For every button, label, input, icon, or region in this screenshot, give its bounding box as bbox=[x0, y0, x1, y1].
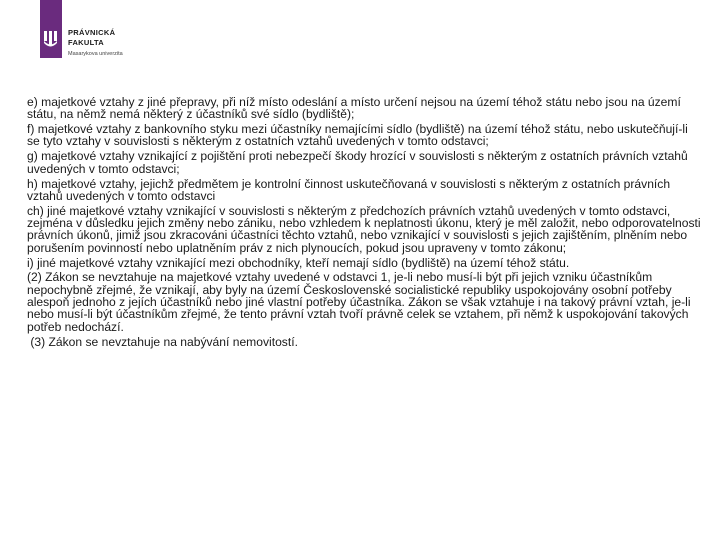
paragraph-i: i) jiné majetkové vztahy vznikající mezi obchodníky, kteří nemají sídlo (bydliště) na území téhož státu. bbox=[27, 255, 570, 270]
paragraph-e: e) majetkové vztahy z jiné přepravy, při níž místo odeslání a místo určení nejsou na území téhož státu nebo jsou na území státu, na němž nemá některý z účastníků své sídlo (bydliště); bbox=[27, 95, 685, 122]
logo-faculty-name-line1: PRÁVNICKÁ bbox=[68, 28, 116, 37]
paragraph-section-2: (2) Zákon se nevztahuje na majetkové vztahy uvedené v odstavci 1, je-li nebo musí-li být při jejich vzniku účastníkům nepochybně zřejmé, že vznikají, aby byly na území Československé socialistické republiky uspokojovány osobní potřeby alespoň jednoho z jejích účastníků nebo jiné vlastní potřeby účastníka. Zákon se však vztahuje i na takový právní vztah, je-li nebo musí-li být účastníkům zřejmé, že tento právní vztah tvoří právně celek se vztahem, při němž k uspokojování takových potřeb nedochází. bbox=[27, 270, 694, 334]
paragraph-f: f) majetkové vztahy z bankovního styku mezi účastníky nemajícími sídlo (bydliště) na území téhož státu, nebo uskutečňují-li se tyto vztahy v souvislosti s některým z ostatních vztahů uvedených v tomto odstavci; bbox=[27, 122, 692, 149]
logo-faculty-name-line2: FAKULTA bbox=[68, 38, 104, 47]
faculty-logo-text bbox=[68, 28, 123, 59]
paragraph-h: h) majetkové vztahy, jejichž předmětem je kontrolní činnost uskutečňovaná v souvislosti s některým z ostatních právních vztahů uvedených v tomto odstavci bbox=[27, 176, 674, 203]
university-emblem-icon bbox=[40, 28, 62, 50]
logo-university-name: Masarykova univerzita bbox=[68, 51, 123, 57]
paragraph-ch: ch) jiné majetkové vztahy vznikající v souvislosti s některým z předchozích právních vztahů uvedených v tomto odstavci, zejména v důsledku jejich změny nebo zániku, nebo vzhledem k neplatnosti úkonu, který je měl založit, nebo odporovatelnosti právních úkonů, jimiž jsou zkracováni účastníci těchto vztahů, nebo vznikající v souvislosti s jejich zajištěním, plněním nebo porušením povinností nebo uplatněním práv z nich plynoucích, pokud jsou upraveny v tomto zákonu; bbox=[27, 203, 704, 255]
paragraph-section-3: (3) Zákon se nevztahuje na nabývání nemovitostí. bbox=[27, 334, 298, 349]
faculty-logo-mark bbox=[40, 0, 62, 58]
paragraph-g: g) majetkové vztahy vznikající z pojištění proti nebezpečí škody hrozící v souvislosti s některým z ostatních právních vztahů uvedených v tomto odstavci; bbox=[27, 149, 692, 176]
document-body bbox=[27, 96, 702, 350]
faculty-logo bbox=[40, 0, 132, 70]
